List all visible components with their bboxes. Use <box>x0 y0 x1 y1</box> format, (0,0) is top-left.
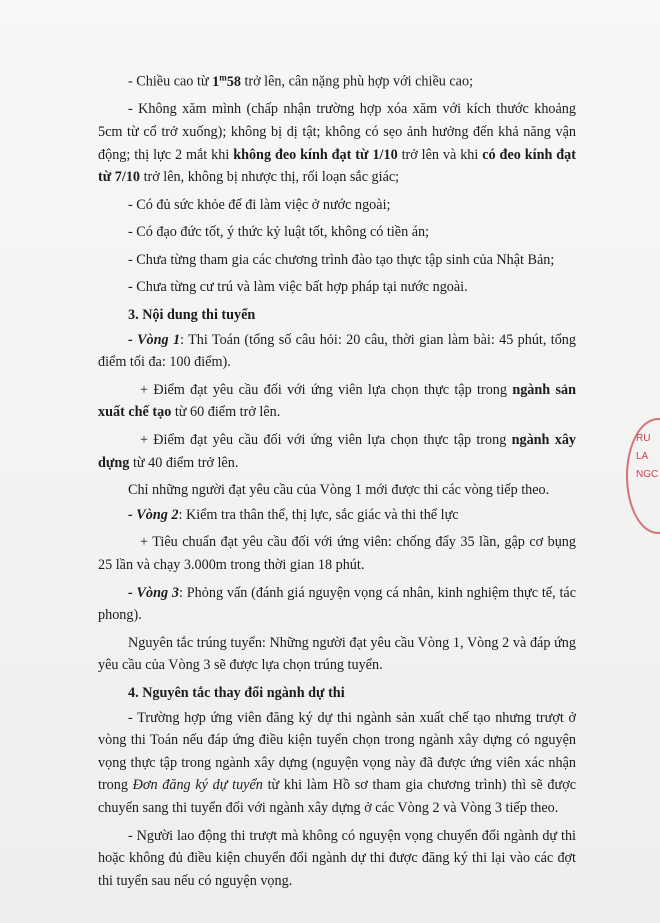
text-run: ngành xây dựng <box>98 432 577 471</box>
text-run: 1$^m$58 <box>212 72 241 90</box>
stamp-text: NGC <box>636 469 659 480</box>
text-run: : Thi Toán (tổng số câu hỏi: 20 câu, thời gian làm bài: 45 phút, tổng điểm tối đa: 100 điểm). <box>98 331 576 371</box>
text-run: trở lên và khi <box>397 146 483 163</box>
paragraph <box>98 221 576 244</box>
text-run: từ 40 điểm trở lên. <box>129 454 239 471</box>
text-run: + Tiêu chuẩn đạt yêu cầu đối với ứng viên: chống đẩy 35 lần, gập cơ bụng 25 lần và chạy 3.000m trong thời gian 18 phút. <box>98 534 576 574</box>
paragraph <box>98 632 576 677</box>
paragraph <box>98 429 576 474</box>
text-run <box>128 585 179 601</box>
section-heading <box>98 682 576 705</box>
paragraph <box>98 98 576 188</box>
text-run: - Chưa từng tham gia các chương trình đào tạo thực tập sinh của Nhật Bản; <box>128 251 555 268</box>
text-run: trở lên, không bị nhược thị, rối loạn sắc giác; <box>140 169 400 186</box>
text-run: Chỉ những người đạt yêu cầu của Vòng 1 mới được thi các vòng tiếp theo. <box>128 482 550 499</box>
text-run: : Phỏng vấn (đánh giá nguyện vọng cá nhân, kinh nghiệm thực tế, tác phong). <box>98 584 577 624</box>
text-run: có đeo kính đạt từ 7/10 <box>98 146 576 186</box>
text-run: - Vòng 3 <box>128 584 180 601</box>
paragraph <box>98 707 576 820</box>
paragraph <box>98 504 576 527</box>
document-body <box>98 66 576 892</box>
text-run: Đơn đăng ký dự tuyển <box>132 777 263 794</box>
paragraph <box>98 531 576 576</box>
section-heading <box>98 304 576 327</box>
paragraph <box>98 66 576 93</box>
text-run <box>128 332 180 348</box>
text-run: - Trường hợp ứng viên đăng ký dự thi ngành sản xuất chế tạo nhưng trượt ở vòng thi Toán nếu đáp ứng điều kiện tuyển chọn trong ngành xây dựng có nguyện vọng thực tập trong ngành xây dựng (nguyện vọng này đã được ứng viên xác nhận trong <box>98 709 576 794</box>
text-run: - Chiều cao từ <box>128 73 213 90</box>
paragraph <box>98 194 576 217</box>
text-run: từ khi làm Hồ sơ tham gia chương trình) thì sẽ được chuyển sang thi tuyển đối với ngành xây dựng ở các Vòng 2 và Vòng 3 tiếp theo. <box>98 777 576 816</box>
text-run <box>128 507 178 523</box>
stamp-fragment <box>636 430 660 520</box>
paragraph <box>98 276 576 299</box>
stamp-text: RU <box>636 433 651 444</box>
text-run: - Không xăm mình (chấp nhận trường hợp xóa xăm với kích thước khoảng 5cm từ cổ trở xuống); không bị dị tật; không có sẹo ảnh hưởng đến khả năng vận động; thị lực 2 mắt khi <box>98 101 576 163</box>
paragraph <box>98 582 576 627</box>
text-run: - Có đủ sức khỏe để đi làm việc ở nước ngoài; <box>128 196 391 213</box>
text-run: - Vòng 2 <box>128 506 179 523</box>
stamp-text: LA <box>636 451 649 462</box>
text-run: trở lên, cân nặng phù hợp với chiều cao; <box>240 73 474 90</box>
text-run: - Vòng 1 <box>128 331 181 348</box>
text-run: + Điểm đạt yêu cầu đối với ứng viên lựa chọn thực tập trong <box>140 381 513 398</box>
paragraph <box>98 249 576 272</box>
paragraph <box>98 379 576 424</box>
paragraph <box>98 479 576 502</box>
text-run: Nguyên tắc trúng tuyển: Những người đạt yêu cầu Vòng 1, Vòng 2 và đáp ứng yêu cầu của Vòng 3 sẽ được lựa chọn trúng tuyển. <box>98 634 576 674</box>
text-run: : Kiểm tra thân thể, thị lực, sắc giác và thi thể lực <box>178 506 459 523</box>
text-run: - Người lao động thi trượt mà không có nguyện vọng chuyển đổi ngành dự thi hoặc không đủ điều kiện chuyển đổi ngành dự thi được đăng ký thi lại vào các đợt thi tuyển sau nếu có nguyện vọng. <box>98 827 576 889</box>
text-run: không đeo kính đạt từ 1/10 <box>233 146 398 163</box>
text-run: - Chưa từng cư trú và làm việc bất hợp pháp tại nước ngoài. <box>128 279 468 296</box>
text-run: ngành sản xuất chế tạo <box>98 381 576 421</box>
text-run: + Điểm đạt yêu cầu đối với ứng viên lựa chọn thực tập trong <box>140 432 512 449</box>
text-run: - Có đạo đức tốt, ý thức kỷ luật tốt, không có tiền án; <box>128 224 430 241</box>
paragraph <box>98 825 576 893</box>
text-run: từ 60 điểm trở lên. <box>171 404 281 421</box>
text-run: 3. Nội dung thi tuyển <box>128 307 256 324</box>
text-run: 4. Nguyên tắc thay đổi ngành dự thi <box>128 684 345 701</box>
paragraph <box>98 329 576 374</box>
